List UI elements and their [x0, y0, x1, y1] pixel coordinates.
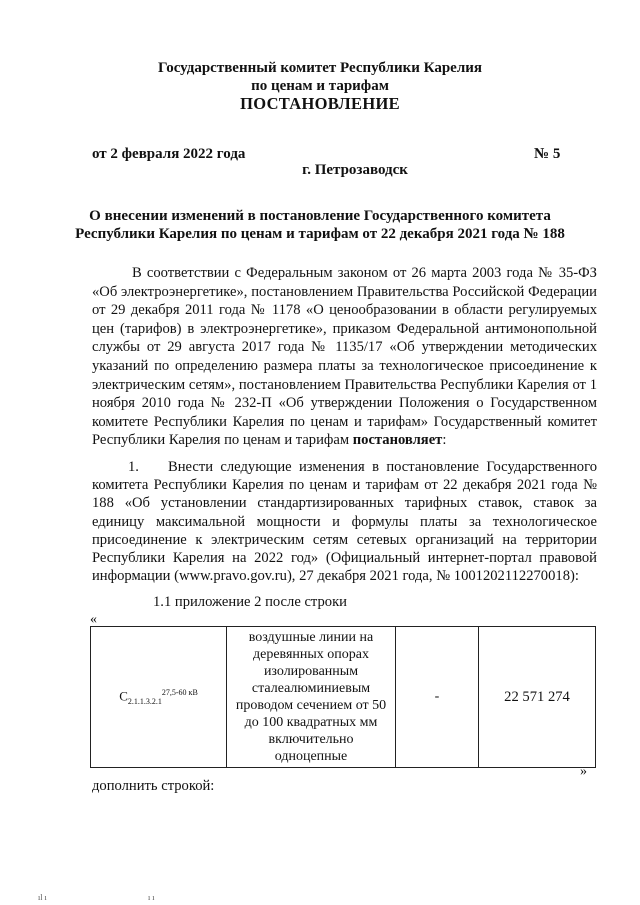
preamble-colon: :	[442, 432, 447, 449]
tariff-table	[90, 626, 596, 768]
doc-date: от 2 февраля 2022 года	[92, 146, 246, 162]
quote-open: «	[90, 612, 97, 627]
subitem-1-1: 1.1 приложение 2 после строки	[153, 594, 347, 610]
tariff-description: воздушные линии на деревянных опорах изолированным сталеалюминиевым проводом сечением от 50 до 100 квадратных мм включительно одноцепные	[227, 627, 396, 768]
item-1-text: Внести следующие изменения в постановление Государственного комитета Республики Карелия по ценам и тарифам от 22 декабря 2021 года № 188 «Об установлении стандартизированных тарифных ставок, ставок за единицу максимальной мощности и формулы платы за технологическое присоединение к электрическим сетям сетевых организаций на территории Республики Карелия на 2022 год» (Официальный интернет-портал правовой информации (www.pravo.gov.ru), 27 декабря 2021 года, № 1001202112270018):	[92, 459, 597, 585]
preamble-resolves: постановляет	[352, 432, 443, 449]
append-text: дополнить строкой:	[92, 778, 215, 794]
item-1	[92, 458, 597, 585]
doc-city: г. Петрозаводск	[302, 162, 408, 178]
doc-title-line2: Республики Карелия по ценам и тарифам от 22 декабря 2021 года № 188	[75, 226, 565, 242]
preamble	[92, 264, 597, 450]
tariff-value: 22 571 274	[479, 627, 596, 768]
footer-mark-right: ı ı	[148, 893, 155, 902]
code-main: C	[119, 688, 128, 704]
doc-number: № 5	[534, 146, 561, 162]
preamble-text: В соответствии с Федеральным законом от 26 марта 2003 года № 35-ФЗ «Об электроэнергетике», постановлением Правительства Российской Федерации от 29 декабря 2011 года № 1178 «О ценообразовании в области регулируемых цен (тарифов) в электроэнергетике», приказом Федеральной антимонопольной службы от 29 августа 2017 года № 1135/17 «Об утверждении методических указаний по определению размера платы за технологическое присоединение к электрическим сетям», постановлением Правительства Республики Карелия от 1 ноября 2010 года № 232-П «Об утверждении Положения о Государственном комитете Республики Карелия по ценам и тарифам» Государственный комитет Республики Карелия по ценам и тарифам	[92, 265, 597, 449]
header-committee-sub: по ценам и тарифам	[251, 78, 389, 94]
tariff-dash: -	[396, 627, 479, 768]
item-1-number: 1.	[128, 459, 139, 475]
code-sup: 27,5-60 кВ	[161, 688, 198, 698]
doc-type: ПОСТАНОВЛЕНИЕ	[240, 94, 400, 113]
doc-title-line1: О внесении изменений в постановление Государственного комитета	[89, 208, 551, 224]
footer-mark-left: ıl ı	[38, 893, 47, 902]
quote-close: »	[580, 764, 587, 779]
tariff-code	[91, 627, 227, 768]
table-row	[91, 627, 596, 768]
header-committee: Государственный комитет Республики Карелия	[158, 60, 482, 76]
code-sub: 2.1.1.3.2.1	[127, 696, 162, 706]
